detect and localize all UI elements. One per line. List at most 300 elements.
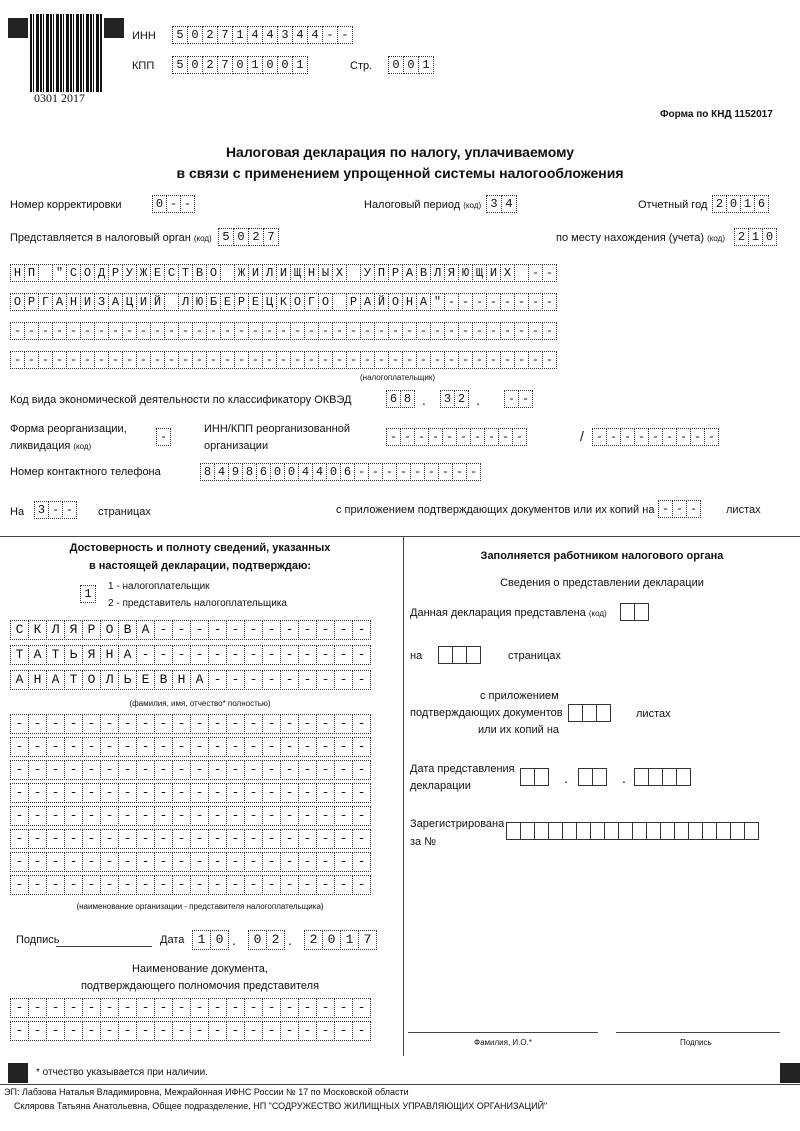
submitted-cells[interactable] [620, 603, 648, 621]
input-cell[interactable]: - [676, 428, 691, 446]
input-cell[interactable]: - [234, 322, 249, 340]
input-cell[interactable]: А [10, 670, 29, 690]
input-cell[interactable]: - [28, 783, 47, 803]
input-cell[interactable]: - [352, 645, 371, 665]
input-cell[interactable]: - [64, 737, 83, 757]
doc-row-2[interactable] [10, 1021, 370, 1041]
input-cell[interactable]: - [352, 737, 371, 757]
okved-group-2[interactable] [440, 390, 468, 408]
input-cell[interactable]: - [108, 351, 123, 369]
input-cell[interactable]: З [94, 293, 109, 311]
input-cell[interactable]: - [226, 852, 245, 872]
input-cell[interactable]: - [280, 670, 299, 690]
input-cell[interactable]: Н [66, 293, 81, 311]
input-cell[interactable]: Р [24, 293, 39, 311]
input-cell[interactable]: - [172, 737, 191, 757]
input-cell[interactable]: - [208, 806, 227, 826]
input-cell[interactable]: - [64, 852, 83, 872]
input-cell[interactable]: - [262, 806, 281, 826]
input-cell[interactable]: - [606, 428, 621, 446]
input-cell[interactable]: 0 [233, 228, 249, 246]
input-cell[interactable]: - [118, 737, 137, 757]
input-cell[interactable]: - [108, 322, 123, 340]
input-cell[interactable]: 2 [266, 930, 285, 950]
input-cell[interactable]: И [136, 293, 151, 311]
input-cell[interactable]: 7 [358, 930, 377, 950]
input-cell[interactable]: - [244, 783, 263, 803]
input-cell[interactable]: " [52, 264, 67, 282]
input-cell[interactable]: - [208, 714, 227, 734]
input-cell[interactable]: - [304, 351, 319, 369]
input-cell[interactable]: А [108, 293, 123, 311]
input-cell[interactable]: - [280, 829, 299, 849]
input-cell[interactable]: 2 [304, 930, 323, 950]
input-cell[interactable]: - [46, 714, 65, 734]
input-cell[interactable]: - [172, 714, 191, 734]
input-cell[interactable]: Л [100, 670, 119, 690]
input-cell[interactable]: - [82, 714, 101, 734]
submit-date-month[interactable] [578, 768, 606, 786]
input-cell[interactable]: - [332, 322, 347, 340]
year-cells[interactable] [712, 195, 768, 213]
input-cell[interactable]: Н [172, 670, 191, 690]
input-cell[interactable]: - [316, 670, 335, 690]
input-cell[interactable]: - [10, 714, 29, 734]
input-cell[interactable]: К [28, 620, 47, 640]
input-cell[interactable]: - [10, 322, 25, 340]
fio-line[interactable] [408, 1032, 598, 1033]
input-cell[interactable]: 5 [218, 228, 234, 246]
input-cell[interactable]: О [10, 293, 25, 311]
input-cell[interactable]: - [298, 645, 317, 665]
input-cell[interactable]: - [352, 875, 371, 895]
input-cell[interactable]: 9 [228, 463, 243, 481]
input-cell[interactable]: - [226, 714, 245, 734]
input-cell[interactable] [346, 264, 361, 282]
input-cell[interactable]: - [100, 783, 119, 803]
input-cell[interactable]: - [444, 293, 459, 311]
input-cell[interactable]: - [208, 620, 227, 640]
input-cell[interactable]: - [136, 852, 155, 872]
input-cell[interactable]: - [62, 501, 77, 519]
input-cell[interactable]: - [208, 1021, 227, 1041]
input-cell[interactable] [514, 264, 529, 282]
input-cell[interactable]: Р [82, 620, 101, 640]
input-cell[interactable]: - [402, 322, 417, 340]
input-cell[interactable]: - [402, 351, 417, 369]
input-cell[interactable]: 0 [187, 56, 203, 74]
input-cell[interactable]: 6 [386, 390, 401, 408]
input-cell[interactable]: - [244, 670, 263, 690]
input-cell[interactable]: - [316, 875, 335, 895]
input-cell[interactable]: - [244, 645, 263, 665]
input-cell[interactable]: - [352, 998, 371, 1018]
input-cell[interactable]: - [528, 264, 543, 282]
input-cell[interactable]: - [322, 26, 338, 44]
input-cell[interactable]: А [28, 645, 47, 665]
input-cell[interactable]: - [316, 737, 335, 757]
input-cell[interactable]: - [316, 998, 335, 1018]
input-cell[interactable]: - [82, 998, 101, 1018]
input-cell[interactable]: Т [64, 670, 83, 690]
input-cell[interactable]: О [290, 293, 305, 311]
input-cell[interactable]: - [10, 783, 29, 803]
input-cell[interactable]: - [352, 829, 371, 849]
input-cell[interactable]: 0 [388, 56, 404, 74]
input-cell[interactable]: - [190, 998, 209, 1018]
input-cell[interactable]: О [388, 293, 403, 311]
input-cell[interactable]: - [118, 998, 137, 1018]
input-cell[interactable]: Р [108, 264, 123, 282]
input-cell[interactable]: - [220, 351, 235, 369]
input-cell[interactable]: О [82, 670, 101, 690]
input-cell[interactable]: - [444, 351, 459, 369]
input-cell[interactable]: 2 [712, 195, 727, 213]
input-cell[interactable]: 5 [172, 26, 188, 44]
input-cell[interactable]: 4 [312, 463, 327, 481]
input-cell[interactable]: - [154, 620, 173, 640]
input-cell[interactable]: - [316, 783, 335, 803]
input-cell[interactable]: - [100, 829, 119, 849]
input-cell[interactable]: - [226, 783, 245, 803]
input-cell[interactable]: 8 [400, 390, 415, 408]
input-cell[interactable]: Т [46, 645, 65, 665]
input-cell[interactable]: - [466, 463, 481, 481]
authority-cells[interactable] [218, 228, 278, 246]
input-cell[interactable]: - [100, 737, 119, 757]
input-cell[interactable]: Н [28, 670, 47, 690]
input-cell[interactable]: - [80, 322, 95, 340]
input-cell[interactable]: - [10, 1021, 29, 1041]
input-cell[interactable]: - [262, 670, 281, 690]
input-cell[interactable]: 0 [152, 195, 167, 213]
input-cell[interactable]: - [64, 806, 83, 826]
input-cell[interactable]: И [486, 264, 501, 282]
input-cell[interactable]: - [244, 760, 263, 780]
input-cell[interactable]: - [280, 645, 299, 665]
input-cell[interactable]: - [280, 760, 299, 780]
input-cell[interactable]: - [66, 351, 81, 369]
input-cell[interactable]: - [262, 351, 277, 369]
input-cell[interactable]: - [46, 852, 65, 872]
input-cell[interactable]: - [136, 783, 155, 803]
input-cell[interactable]: - [118, 783, 137, 803]
input-cell[interactable]: 1 [80, 585, 96, 603]
input-cell[interactable]: - [136, 351, 151, 369]
input-cell[interactable]: - [542, 351, 557, 369]
input-cell[interactable]: И [276, 264, 291, 282]
input-cell[interactable]: - [172, 829, 191, 849]
input-cell[interactable]: - [528, 293, 543, 311]
input-cell[interactable]: 0 [726, 195, 741, 213]
input-cell[interactable]: - [416, 351, 431, 369]
input-cell[interactable]: 8 [242, 463, 257, 481]
input-cell[interactable]: - [100, 875, 119, 895]
input-cell[interactable]: - [352, 760, 371, 780]
input-cell[interactable]: - [208, 760, 227, 780]
input-cell[interactable]: Ю [192, 293, 207, 311]
input-cell[interactable]: - [514, 293, 529, 311]
input-cell[interactable]: - [486, 293, 501, 311]
input-cell[interactable]: - [634, 428, 649, 446]
input-cell[interactable]: О [206, 264, 221, 282]
pages-cells[interactable] [34, 501, 76, 519]
input-cell[interactable]: - [136, 760, 155, 780]
input-cell[interactable]: - [334, 737, 353, 757]
input-cell[interactable]: - [352, 1021, 371, 1041]
input-cell[interactable]: - [352, 620, 371, 640]
input-cell[interactable]: - [298, 714, 317, 734]
org-name-row-3[interactable] [10, 322, 556, 340]
input-cell[interactable]: - [458, 322, 473, 340]
input-cell[interactable]: 0 [322, 930, 341, 950]
input-cell[interactable]: - [150, 322, 165, 340]
input-cell[interactable]: - [190, 852, 209, 872]
input-cell[interactable]: - [80, 351, 95, 369]
input-cell[interactable]: 1 [192, 930, 211, 950]
input-cell[interactable]: - [332, 351, 347, 369]
input-cell[interactable]: - [428, 428, 443, 446]
input-cell[interactable]: - [154, 806, 173, 826]
reorg-inn-cells[interactable] [386, 428, 526, 446]
input-cell[interactable]: - [334, 806, 353, 826]
input-cell[interactable]: - [334, 1021, 353, 1041]
input-cell[interactable]: - [504, 390, 519, 408]
signer-name-row-2[interactable] [10, 645, 370, 665]
input-cell[interactable]: Л [178, 293, 193, 311]
input-cell[interactable]: Х [332, 264, 347, 282]
okved-group-1[interactable] [386, 390, 414, 408]
input-cell[interactable]: Щ [290, 264, 305, 282]
input-cell[interactable]: Р [388, 264, 403, 282]
input-cell[interactable]: - [52, 322, 67, 340]
submit-date-day[interactable] [520, 768, 548, 786]
input-cell[interactable]: - [64, 875, 83, 895]
input-cell[interactable]: - [154, 998, 173, 1018]
input-cell[interactable]: - [10, 351, 25, 369]
input-cell[interactable]: - [118, 806, 137, 826]
input-cell[interactable]: - [46, 737, 65, 757]
input-cell[interactable]: - [498, 428, 513, 446]
input-cell[interactable]: - [136, 737, 155, 757]
input-cell[interactable]: - [244, 829, 263, 849]
input-cell[interactable]: - [66, 322, 81, 340]
input-cell[interactable]: 0 [232, 56, 248, 74]
input-cell[interactable]: - [100, 806, 119, 826]
input-cell[interactable]: - [172, 852, 191, 872]
input-cell[interactable]: - [28, 1021, 47, 1041]
date-month-cells[interactable] [248, 930, 284, 950]
input-cell[interactable]: 4 [247, 26, 263, 44]
input-cell[interactable]: - [82, 806, 101, 826]
input-cell[interactable]: С [164, 264, 179, 282]
signer-name-row-1[interactable] [10, 620, 370, 640]
input-cell[interactable]: К [276, 293, 291, 311]
input-cell[interactable]: - [10, 737, 29, 757]
input-cell[interactable]: - [262, 620, 281, 640]
input-cell[interactable]: - [316, 806, 335, 826]
input-cell[interactable]: - [82, 1021, 101, 1041]
input-cell[interactable]: - [280, 737, 299, 757]
input-cell[interactable]: Л [46, 620, 65, 640]
submit-date-year[interactable] [634, 768, 690, 786]
input-cell[interactable]: Х [500, 264, 515, 282]
input-cell[interactable]: - [28, 806, 47, 826]
input-cell[interactable]: - [334, 783, 353, 803]
input-cell[interactable]: - [208, 998, 227, 1018]
input-cell[interactable]: - [352, 714, 371, 734]
input-cell[interactable]: 4 [298, 463, 313, 481]
input-cell[interactable]: - [388, 351, 403, 369]
input-cell[interactable]: 2 [202, 56, 218, 74]
input-cell[interactable]: - [280, 998, 299, 1018]
input-cell[interactable]: - [486, 322, 501, 340]
input-cell[interactable]: - [118, 875, 137, 895]
input-cell[interactable]: А [190, 670, 209, 690]
input-cell[interactable]: - [10, 806, 29, 826]
input-cell[interactable]: 4 [214, 463, 229, 481]
reorg-kpp-cells[interactable] [592, 428, 718, 446]
input-cell[interactable]: - [396, 463, 411, 481]
input-cell[interactable]: - [298, 829, 317, 849]
input-cell[interactable]: - [500, 351, 515, 369]
input-cell[interactable]: П [374, 264, 389, 282]
input-cell[interactable]: - [452, 463, 467, 481]
input-cell[interactable]: - [208, 645, 227, 665]
input-cell[interactable]: - [542, 322, 557, 340]
signer-cell[interactable] [80, 585, 95, 603]
input-cell[interactable]: - [528, 351, 543, 369]
input-cell[interactable]: - [690, 428, 705, 446]
input-cell[interactable]: - [352, 783, 371, 803]
input-cell[interactable]: - [280, 875, 299, 895]
input-cell[interactable] [220, 264, 235, 282]
input-cell[interactable]: - [672, 500, 687, 518]
input-cell[interactable]: - [290, 322, 305, 340]
input-cell[interactable]: 0 [284, 463, 299, 481]
input-cell[interactable]: - [298, 1021, 317, 1041]
input-cell[interactable]: - [118, 714, 137, 734]
input-cell[interactable]: - [262, 760, 281, 780]
input-cell[interactable]: - [444, 322, 459, 340]
input-cell[interactable]: - [360, 351, 375, 369]
correction-cells[interactable] [152, 195, 194, 213]
input-cell[interactable]: - [424, 463, 439, 481]
input-cell[interactable]: 7 [263, 228, 279, 246]
input-cell[interactable]: - [280, 1021, 299, 1041]
input-cell[interactable]: - [280, 852, 299, 872]
input-cell[interactable]: - [208, 829, 227, 849]
input-cell[interactable]: - [100, 1021, 119, 1041]
input-cell[interactable]: - [10, 875, 29, 895]
input-cell[interactable]: - [208, 737, 227, 757]
input-cell[interactable]: - [82, 875, 101, 895]
input-cell[interactable]: Ц [262, 293, 277, 311]
input-cell[interactable]: - [28, 760, 47, 780]
input-cell[interactable]: - [500, 322, 515, 340]
input-cell[interactable]: - [38, 322, 53, 340]
input-cell[interactable]: - [456, 428, 471, 446]
input-cell[interactable]: - [166, 195, 181, 213]
input-cell[interactable]: - [226, 875, 245, 895]
input-cell[interactable]: - [118, 1021, 137, 1041]
input-cell[interactable]: - [154, 783, 173, 803]
input-cell[interactable]: - [206, 322, 221, 340]
input-cell[interactable]: Ь [64, 645, 83, 665]
input-cell[interactable]: Н [100, 645, 119, 665]
officer-sheets-cells[interactable] [568, 704, 610, 722]
input-cell[interactable]: - [430, 351, 445, 369]
input-cell[interactable]: - [190, 783, 209, 803]
input-cell[interactable]: - [648, 428, 663, 446]
input-cell[interactable]: И [80, 293, 95, 311]
input-cell[interactable]: - [244, 852, 263, 872]
input-cell[interactable]: - [334, 670, 353, 690]
input-cell[interactable]: - [304, 322, 319, 340]
input-cell[interactable]: В [192, 264, 207, 282]
input-cell[interactable]: А [416, 293, 431, 311]
input-cell[interactable]: - [262, 875, 281, 895]
input-cell[interactable]: - [154, 714, 173, 734]
input-cell[interactable]: Ц [122, 293, 137, 311]
input-cell[interactable]: - [234, 351, 249, 369]
input-cell[interactable]: - [208, 670, 227, 690]
input-cell[interactable]: 1 [340, 930, 359, 950]
input-cell[interactable]: - [172, 620, 191, 640]
input-cell[interactable]: 0 [403, 56, 419, 74]
input-cell[interactable]: - [514, 322, 529, 340]
input-cell[interactable]: - [334, 760, 353, 780]
input-cell[interactable]: - [298, 620, 317, 640]
input-cell[interactable]: - [318, 351, 333, 369]
input-cell[interactable]: - [438, 463, 453, 481]
input-cell[interactable]: - [46, 760, 65, 780]
input-cell[interactable]: - [190, 714, 209, 734]
input-cell[interactable]: - [208, 875, 227, 895]
input-cell[interactable]: - [28, 998, 47, 1018]
input-cell[interactable]: - [316, 714, 335, 734]
input-cell[interactable]: - [382, 463, 397, 481]
input-cell[interactable]: - [226, 670, 245, 690]
date-year-cells[interactable] [304, 930, 376, 950]
input-cell[interactable]: 0 [210, 930, 229, 950]
input-cell[interactable]: - [368, 463, 383, 481]
input-cell[interactable]: - [52, 351, 67, 369]
input-cell[interactable]: - [10, 852, 29, 872]
input-cell[interactable]: - [244, 875, 263, 895]
page-cells[interactable] [388, 56, 433, 74]
input-cell[interactable]: 1 [232, 26, 248, 44]
sign-line[interactable] [616, 1032, 780, 1033]
input-cell[interactable]: - [38, 351, 53, 369]
input-cell[interactable]: - [346, 322, 361, 340]
input-cell[interactable]: - [172, 1021, 191, 1041]
rep-org-row-8[interactable] [10, 875, 370, 895]
input-cell[interactable]: - [486, 351, 501, 369]
input-cell[interactable]: - [206, 351, 221, 369]
input-cell[interactable]: 2 [202, 26, 218, 44]
input-cell[interactable]: - [704, 428, 719, 446]
input-cell[interactable]: В [118, 620, 137, 640]
input-cell[interactable]: - [28, 714, 47, 734]
input-cell[interactable] [38, 264, 53, 282]
input-cell[interactable]: А [46, 670, 65, 690]
input-cell[interactable]: Ы [318, 264, 333, 282]
input-cell[interactable]: - [430, 322, 445, 340]
input-cell[interactable]: Н [10, 264, 25, 282]
input-cell[interactable]: - [226, 829, 245, 849]
input-cell[interactable]: - [620, 428, 635, 446]
